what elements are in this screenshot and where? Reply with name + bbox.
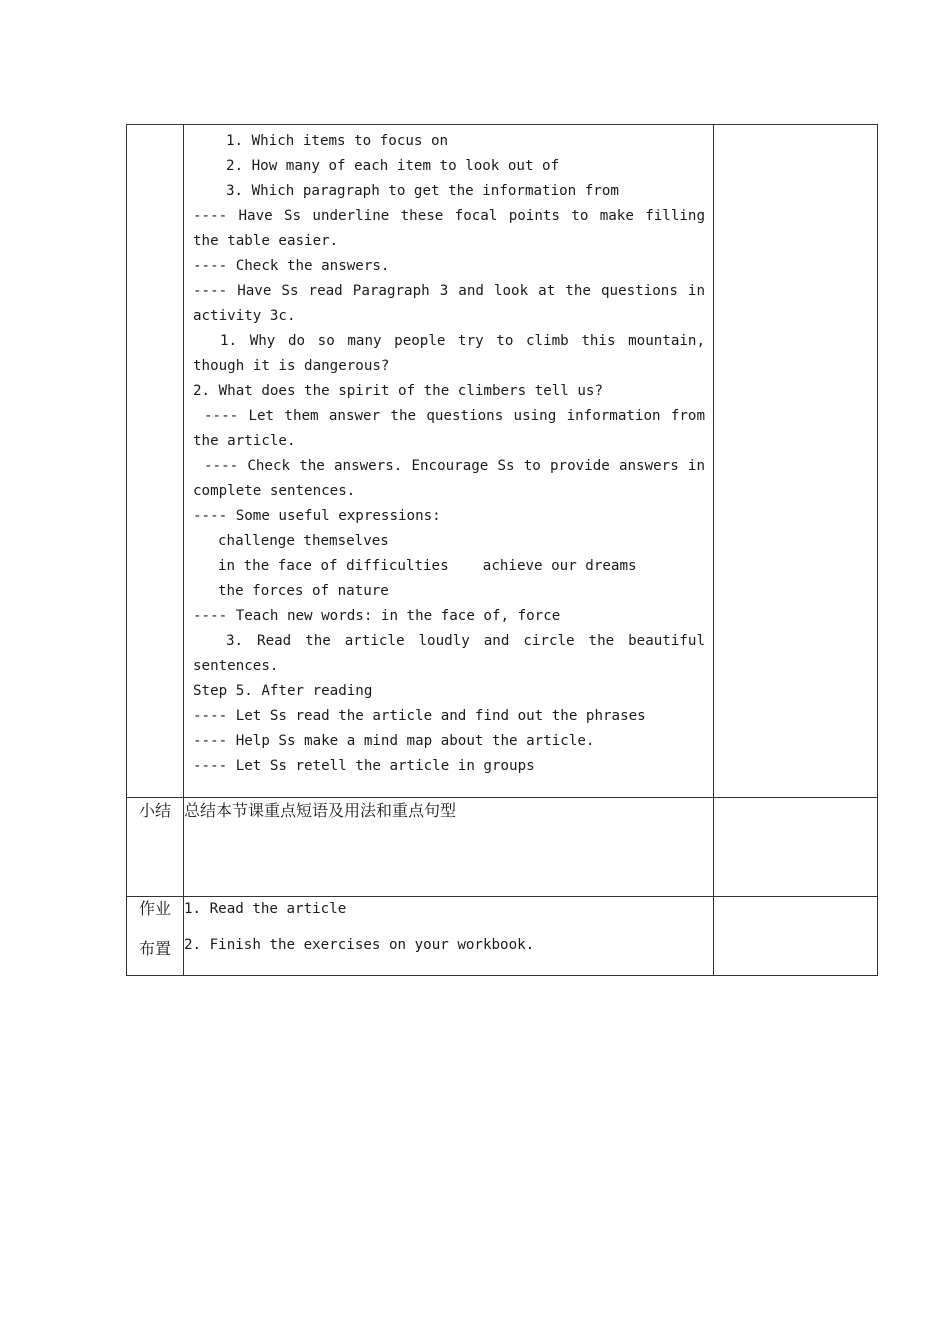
summary-row [127,798,878,897]
text-line: the table easier. [193,233,339,249]
text-line: 1. Which items to focus on [226,133,449,149]
homework-label-cell [127,897,184,976]
text-line: 1. Why do so many people try to climb this mountain, [220,333,705,349]
text-line: ---- Some useful expressions: [193,508,441,524]
text-line: 2. How many of each item to look out of [226,158,560,174]
summary-text: 总结本节课重点短语及用法和重点句型 [184,798,714,897]
summary-notes-cell [714,798,878,897]
text-line: ---- Have Ss read Paragraph 3 and look at the questions in [193,283,705,299]
text-line: 3. Which paragraph to get the information from [226,183,619,199]
text-line: ---- Teach new words: in the face of, force [193,608,561,624]
text-line: sentences. [193,658,279,674]
homework-item: 2. Finish the exercises on your workbook. [184,937,535,953]
text-line: ---- Check the answers. Encourage Ss to provide answers in [204,458,705,474]
homework-content-cell [184,897,714,976]
procedure-content-cell [184,125,714,798]
homework-row [127,897,878,976]
summary-label: 小结 [127,798,184,897]
procedure-label-cell [127,125,184,798]
homework-item: 1. Read the article [184,901,347,917]
text-line: ---- Let them answer the questions using information from [204,408,705,424]
lesson-plan-table [126,124,878,976]
text-line: Step 5. After reading [193,683,373,699]
text-line: challenge themselves [218,533,389,549]
text-line: ---- Check the answers. [193,258,390,274]
procedure-notes-cell [714,125,878,798]
text-line: ---- Help Ss make a mind map about the article. [193,733,595,749]
text-line: in the face of difficulties achieve our dreams [218,558,637,574]
homework-label-line1: 作业 [138,899,171,918]
homework-notes-cell [714,897,878,976]
text-line: complete sentences. [193,483,356,499]
procedure-row [127,125,878,798]
text-line: though it is dangerous? [193,358,390,374]
text-line: 2. What does the spirit of the climbers tell us? [193,383,603,399]
text-line: 3. Read the article loudly and circle the beautiful [226,633,705,649]
text-line: ---- Have Ss underline these focal points to make filling [193,208,705,224]
text-line: ---- Let Ss read the article and find out the phrases [193,708,646,724]
text-line: the article. [193,433,296,449]
text-line: activity 3c. [193,308,296,324]
homework-label-line2: 布置 [138,939,171,958]
text-line: ---- Let Ss retell the article in groups [193,758,535,774]
text-line: the forces of nature [218,583,389,599]
